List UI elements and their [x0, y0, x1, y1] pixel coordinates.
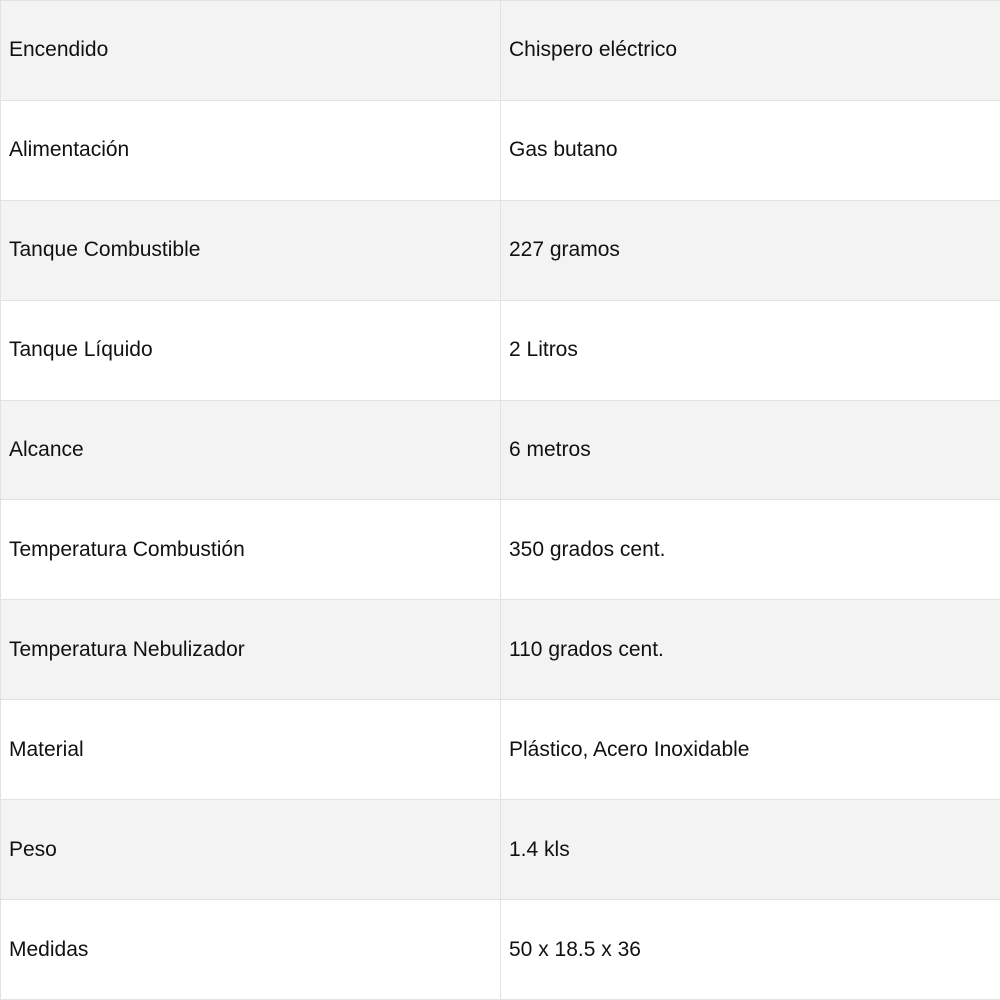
spec-value: 2 Litros [501, 300, 1000, 400]
spec-value: 6 metros [501, 400, 1000, 500]
table-row [1, 800, 1000, 900]
spec-label: Temperatura Nebulizador [1, 600, 501, 700]
spec-value: 50 x 18.5 x 36 [501, 900, 1000, 1000]
spec-label: Material [1, 700, 501, 800]
spec-value: 110 grados cent. [501, 600, 1000, 700]
spec-label: Temperatura Combustión [1, 500, 501, 600]
table-row [1, 600, 1000, 700]
spec-value: 227 gramos [501, 200, 1000, 300]
table-row [1, 300, 1000, 400]
spec-value: Chispero eléctrico [501, 1, 1000, 101]
table-row [1, 100, 1000, 200]
spec-label: Tanque Líquido [1, 300, 501, 400]
spec-label: Alimentación [1, 100, 501, 200]
table-row [1, 700, 1000, 800]
table-row [1, 1, 1000, 101]
spec-label: Peso [1, 800, 501, 900]
spec-value: 1.4 kls [501, 800, 1000, 900]
table-row [1, 900, 1000, 1000]
table-row [1, 200, 1000, 300]
spec-label: Tanque Combustible [1, 200, 501, 300]
table-row [1, 400, 1000, 500]
spec-label: Encendido [1, 1, 501, 101]
spec-value: Gas butano [501, 100, 1000, 200]
spec-label: Medidas [1, 900, 501, 1000]
table-row [1, 500, 1000, 600]
spec-label: Alcance [1, 400, 501, 500]
spec-value: Plástico, Acero Inoxidable [501, 700, 1000, 800]
spec-value: 350 grados cent. [501, 500, 1000, 600]
